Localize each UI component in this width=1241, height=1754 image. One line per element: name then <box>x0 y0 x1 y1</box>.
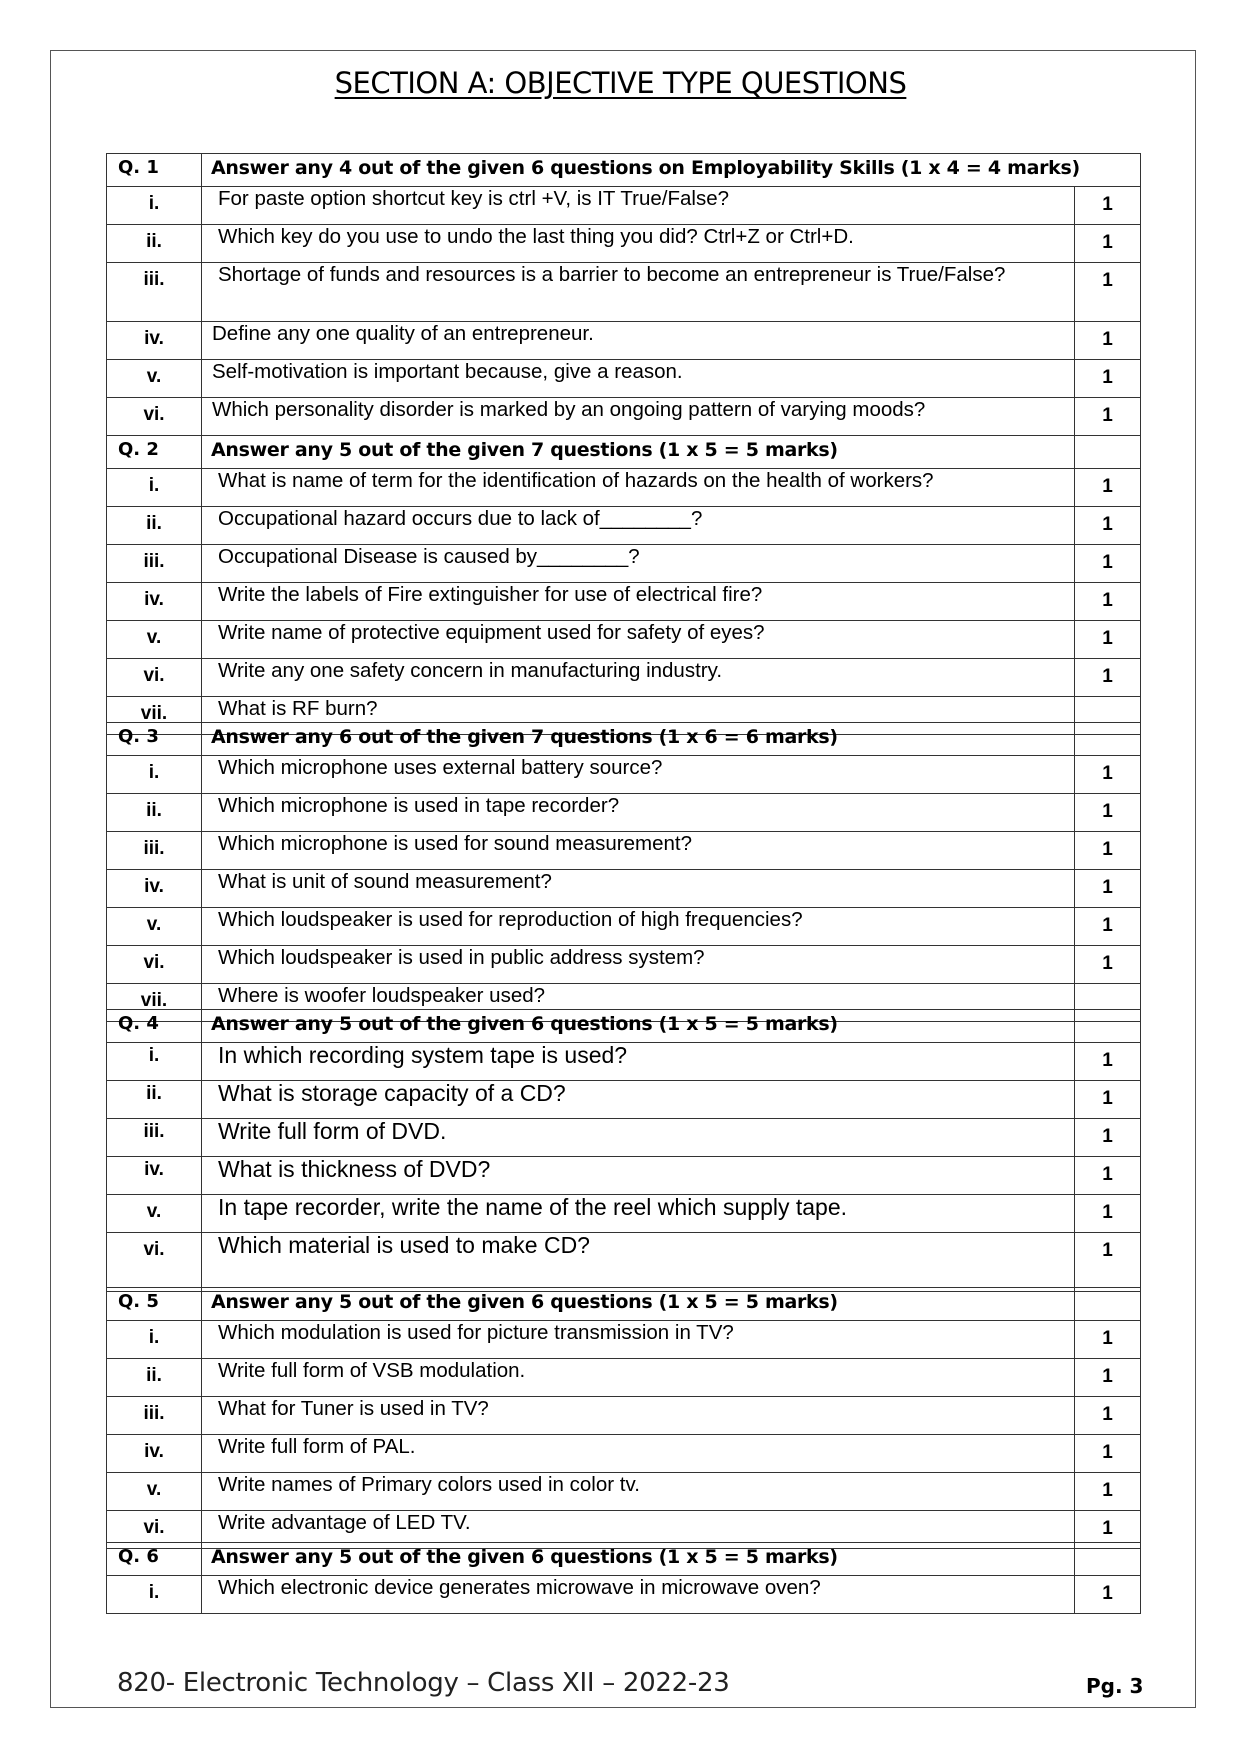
question-number: Q. 3 <box>107 723 202 756</box>
item-number: iv. <box>107 322 202 360</box>
question-table-1 <box>106 153 1141 436</box>
item-text: Which material is used to make CD? <box>202 1233 1075 1292</box>
item-text: Which key do you use to undo the last thing you did? Ctrl+Z or Ctrl+D. <box>202 225 1075 263</box>
item-number: ii. <box>107 507 202 545</box>
item-mark: 1 <box>1075 1043 1141 1081</box>
item-mark: 1 <box>1075 908 1141 946</box>
item-number: i. <box>107 1321 202 1359</box>
item-text: Which personality disorder is marked by an ongoing pattern of varying moods? <box>202 398 1075 436</box>
item-text: Which microphone uses external battery source? <box>202 756 1075 794</box>
item-text: Self-motivation is important because, give a reason. <box>202 360 1075 398</box>
item-text: Which modulation is used for picture transmission in TV? <box>202 1321 1075 1359</box>
item-mark: 1 <box>1075 1195 1141 1233</box>
item-number: i. <box>107 1043 202 1081</box>
item-mark: 1 <box>1075 1435 1141 1473</box>
table-row <box>107 1119 1141 1157</box>
item-text: Shortage of funds and resources is a barrier to become an entrepreneur is True/False? <box>202 263 1075 322</box>
item-mark: 1 <box>1075 1511 1141 1549</box>
item-text: What is RF burn? <box>202 697 1075 735</box>
table-row <box>107 1043 1141 1081</box>
item-number: iii. <box>107 1397 202 1435</box>
table-row <box>107 1157 1141 1195</box>
question-number: Q. 6 <box>107 1543 202 1576</box>
item-number: v. <box>107 360 202 398</box>
item-text: Which electronic device generates microwave in microwave oven? <box>202 1576 1075 1614</box>
table-row <box>107 756 1141 794</box>
question-header <box>107 723 1141 756</box>
table-row <box>107 360 1141 398</box>
item-text: What is unit of sound measurement? <box>202 870 1075 908</box>
item-text: What is thickness of DVD? <box>202 1157 1075 1195</box>
table-row <box>107 187 1141 225</box>
item-text: In tape recorder, write the name of the reel which supply tape. <box>202 1195 1075 1233</box>
item-number: vi. <box>107 1511 202 1549</box>
table-row <box>107 507 1141 545</box>
question-header <box>107 436 1141 469</box>
question-number: Q. 1 <box>107 154 202 187</box>
item-number: ii. <box>107 1081 202 1119</box>
item-text: Which microphone is used for sound measurement? <box>202 832 1075 870</box>
table-row <box>107 1233 1141 1292</box>
table-row <box>107 263 1141 322</box>
item-mark: 1 <box>1075 507 1141 545</box>
item-text: Write full form of PAL. <box>202 1435 1075 1473</box>
table-row <box>107 908 1141 946</box>
item-text: Write names of Primary colors used in color tv. <box>202 1473 1075 1511</box>
item-mark: 1 <box>1075 1321 1141 1359</box>
item-number: iii. <box>107 545 202 583</box>
item-text: Write any one safety concern in manufacturing industry. <box>202 659 1075 697</box>
item-mark: 1 <box>1075 545 1141 583</box>
item-number: v. <box>107 1473 202 1511</box>
item-number: iii. <box>107 832 202 870</box>
item-text: Write full form of DVD. <box>202 1119 1075 1157</box>
mark-header-cell <box>1075 1543 1141 1576</box>
item-number: iv. <box>107 583 202 621</box>
question-table-5 <box>106 1287 1141 1549</box>
question-instruction: Answer any 5 out of the given 6 questions (1 x 5 = 5 marks) <box>202 1010 1075 1043</box>
item-text: In which recording system tape is used? <box>202 1043 1075 1081</box>
question-instruction: Answer any 6 out of the given 7 questions (1 x 6 = 6 marks) <box>202 723 1075 756</box>
item-text: Write name of protective equipment used for safety of eyes? <box>202 621 1075 659</box>
item-number: vii. <box>107 984 202 1022</box>
mark-header-cell <box>1075 1288 1141 1321</box>
item-number: v. <box>107 1195 202 1233</box>
item-number: iii. <box>107 1119 202 1157</box>
item-mark: 1 <box>1075 756 1141 794</box>
item-number: i. <box>107 469 202 507</box>
item-text: Which microphone is used in tape recorder? <box>202 794 1075 832</box>
item-mark: 1 <box>1075 621 1141 659</box>
item-number: i. <box>107 1576 202 1614</box>
item-text: Which loudspeaker is used in public address system? <box>202 946 1075 984</box>
item-mark: 1 <box>1075 583 1141 621</box>
table-row <box>107 946 1141 984</box>
table-row <box>107 1195 1141 1233</box>
item-text: Write advantage of LED TV. <box>202 1511 1075 1549</box>
item-number: i. <box>107 187 202 225</box>
table-row <box>107 659 1141 697</box>
item-mark: 1 <box>1075 1233 1141 1292</box>
item-number: iv. <box>107 1157 202 1195</box>
question-header <box>107 1543 1141 1576</box>
item-text: Where is woofer loudspeaker used? <box>202 984 1075 1022</box>
question-instruction: Answer any 5 out of the given 6 questions (1 x 5 = 5 marks) <box>202 1288 1075 1321</box>
item-mark: 1 <box>1074 322 1140 360</box>
item-mark: 1 <box>1075 794 1141 832</box>
question-number: Q. 5 <box>107 1288 202 1321</box>
table-row <box>107 545 1141 583</box>
item-number: ii. <box>107 794 202 832</box>
item-mark: 1 <box>1075 469 1141 507</box>
item-number: vi. <box>107 1233 202 1292</box>
item-number: vi. <box>107 946 202 984</box>
item-text: What is storage capacity of a CD? <box>202 1081 1075 1119</box>
question-instruction: Answer any 4 out of the given 6 questions on Employability Skills (1 x 4 = 4 marks) <box>202 154 1141 187</box>
question-table-6 <box>106 1542 1141 1614</box>
question-table-4 <box>106 1009 1141 1292</box>
question-number: Q. 4 <box>107 1010 202 1043</box>
question-table-3 <box>106 722 1141 1022</box>
question-number: Q. 2 <box>107 436 202 469</box>
item-text: Define any one quality of an entrepreneur. <box>202 322 1075 360</box>
table-row <box>107 1473 1141 1511</box>
item-mark: 1 <box>1075 1119 1141 1157</box>
item-mark: 1 <box>1074 263 1140 322</box>
section-title: SECTION A: OBJECTIVE TYPE QUESTIONS <box>334 66 907 100</box>
table-row <box>107 1321 1141 1359</box>
item-mark: 1 <box>1074 398 1140 436</box>
mark-header-cell <box>1075 436 1141 469</box>
page-number: Pg. 3 <box>1086 1674 1144 1698</box>
item-mark: 1 <box>1074 360 1140 398</box>
item-text: Occupational hazard occurs due to lack of________? <box>202 507 1075 545</box>
table-row <box>107 1435 1141 1473</box>
item-mark: 1 <box>1075 870 1141 908</box>
item-number: iii. <box>107 263 202 322</box>
item-number: vi. <box>107 398 202 436</box>
item-number: ii. <box>107 1359 202 1397</box>
table-row <box>107 469 1141 507</box>
question-table-2 <box>106 435 1141 735</box>
question-header <box>107 1010 1141 1043</box>
item-number: iv. <box>107 870 202 908</box>
item-number: vi. <box>107 659 202 697</box>
table-row <box>107 583 1141 621</box>
table-row <box>107 322 1141 360</box>
item-mark: 1 <box>1075 1473 1141 1511</box>
item-text: For paste option shortcut key is ctrl +V, is IT True/False? <box>202 187 1075 225</box>
mark-header-cell <box>1075 723 1141 756</box>
item-mark: 1 <box>1075 1576 1141 1614</box>
item-number: ii. <box>107 225 202 263</box>
item-mark: 1 <box>1075 1081 1141 1119</box>
item-mark: 1 <box>1075 659 1141 697</box>
question-instruction: Answer any 5 out of the given 6 questions (1 x 5 = 5 marks) <box>202 1543 1075 1576</box>
table-row <box>107 1397 1141 1435</box>
question-instruction: Answer any 5 out of the given 7 questions (1 x 5 = 5 marks) <box>202 436 1075 469</box>
item-text: What for Tuner is used in TV? <box>202 1397 1075 1435</box>
table-row <box>107 621 1141 659</box>
question-header <box>107 1288 1141 1321</box>
mark-header-cell <box>1075 1010 1141 1043</box>
table-row <box>107 832 1141 870</box>
item-mark: 1 <box>1074 187 1140 225</box>
item-mark: 1 <box>1075 1359 1141 1397</box>
table-row <box>107 794 1141 832</box>
item-number: iv. <box>107 1435 202 1473</box>
table-row <box>107 870 1141 908</box>
item-number: i. <box>107 756 202 794</box>
item-text: Occupational Disease is caused by________? <box>202 545 1075 583</box>
item-number: v. <box>107 908 202 946</box>
footer-course-label: 820- Electronic Technology – Class XII – 2022-23 <box>117 1668 730 1698</box>
table-row <box>107 1081 1141 1119</box>
item-text: Write the labels of Fire extinguisher for use of electrical fire? <box>202 583 1075 621</box>
item-text: Which loudspeaker is used for reproduction of high frequencies? <box>202 908 1075 946</box>
item-mark: 1 <box>1075 1397 1141 1435</box>
item-mark: 1 <box>1075 1157 1141 1195</box>
item-number: v. <box>107 621 202 659</box>
table-row <box>107 398 1141 436</box>
item-mark: 1 <box>1074 225 1140 263</box>
item-mark: 1 <box>1075 832 1141 870</box>
item-mark: 1 <box>1075 946 1141 984</box>
item-text: What is name of term for the identification of hazards on the health of workers? <box>202 469 1075 507</box>
question-header <box>107 154 1141 187</box>
table-row <box>107 1359 1141 1397</box>
item-text: Write full form of VSB modulation. <box>202 1359 1075 1397</box>
item-number: vii. <box>107 697 202 735</box>
table-row <box>107 225 1141 263</box>
table-row <box>107 1576 1141 1614</box>
